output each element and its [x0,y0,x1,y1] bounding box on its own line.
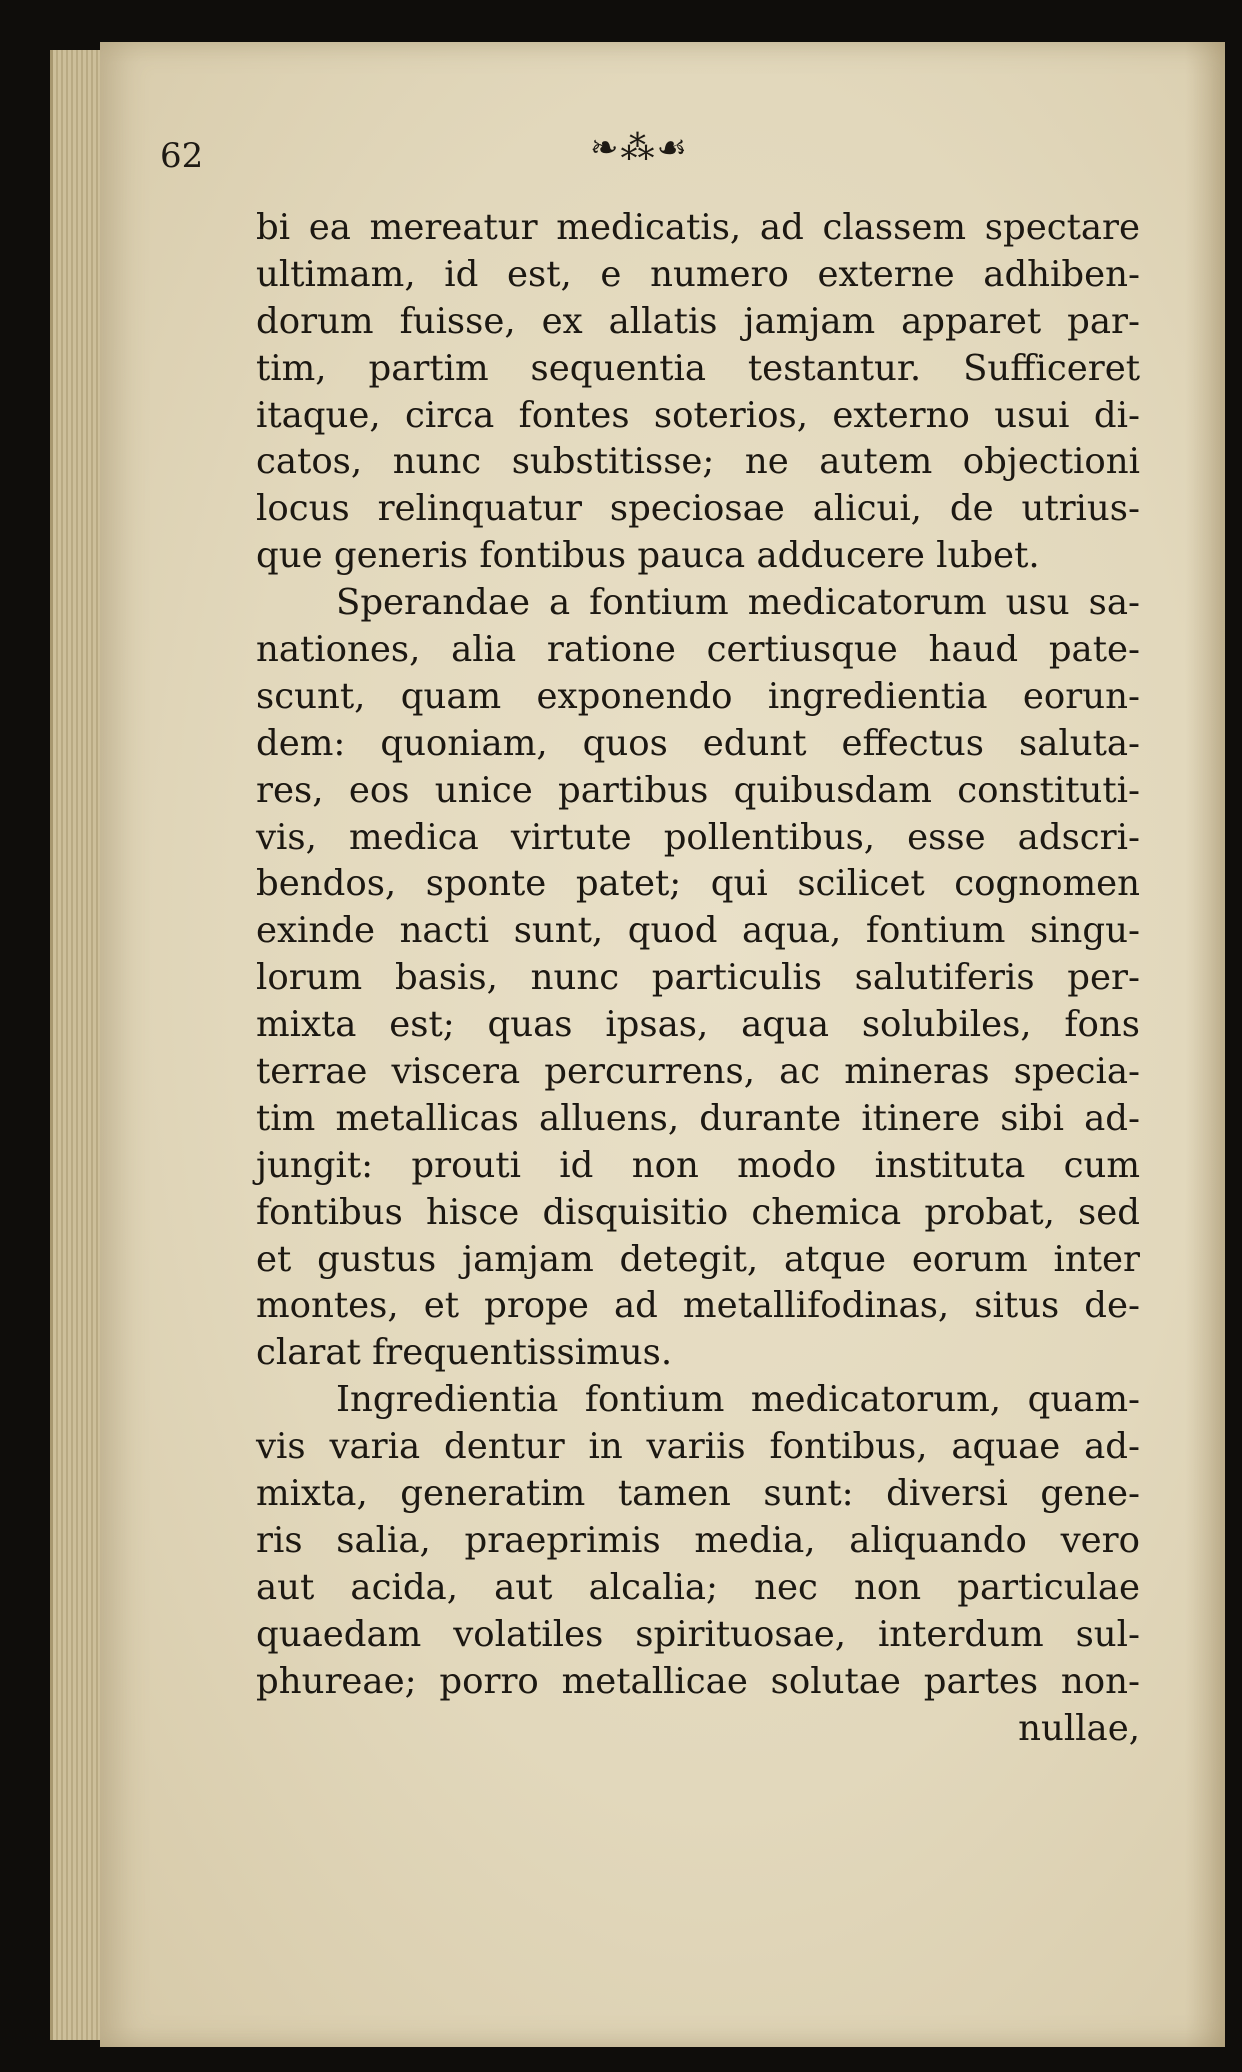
text-line: terrae viscera percurrens, ac mineras specia- [256,1051,1140,1093]
text-line: res, eos unice partibus quibusdam constituti- [256,769,1140,811]
text-line: lorum basis, nunc particulis salutiferis per- [256,957,1140,999]
catchword: nullae, [1018,1707,1140,1749]
text-line: jungit: prouti id non modo instituta cum [256,1144,1140,1186]
text-line: quaedam volatiles spirituosae, interdum sul- [256,1613,1140,1655]
text-line: et gustus jamjam detegit, atque eorum inter [256,1238,1140,1280]
header-ornament-icon: ❧⁂☙ [590,128,689,168]
text-line: catos, nunc substitisse; ne autem objectioni [256,441,1140,483]
text-line: bendos, sponte patet; qui scilicet cognomen [256,863,1140,905]
text-line: aut acida, aut alcalia; nec non particulae [256,1566,1140,1608]
text-line: mixta, generatim tamen sunt: diversi gene- [256,1473,1140,1515]
text-line: Ingredientia fontium medicatorum, quam- [336,1379,1140,1421]
text-line: ris salia, praeprimis media, aliquando vero [256,1519,1140,1561]
text-line: nationes, alia ratione certiusque haud pate- [256,629,1140,671]
text-line: locus relinquatur speciosae alicui, de utrius- [256,488,1140,530]
text-line: vis varia dentur in variis fontibus, aquae ad- [256,1426,1140,1468]
text-line: montes, et prope ad metallifodinas, situs de- [256,1285,1140,1327]
text-line: dem: quoniam, quos edunt effectus saluta- [256,722,1140,764]
text-line: bi ea mereatur medicatis, ad classem spectare [256,207,1140,248]
text-line: tim, partim sequentia testantur. Sufficeret [256,347,1140,389]
text-line: dorum fuisse, ex allatis jamjam apparet par- [256,300,1140,342]
text-line: vis, medica virtute pollentibus, esse adscri- [256,816,1140,858]
text-line: ultimam, id est, e numero externe adhiben- [256,253,1140,295]
text-line: itaque, circa fontes soterios, externo usui di- [256,394,1140,436]
page-number: 62 [160,136,204,176]
text-line: tim metallicas alluens, durante itinere sibi ad- [256,1097,1140,1139]
text-line: exinde nacti sunt, quod aqua, fontium singu- [256,910,1140,952]
text-line: clarat frequentissimus. [256,1332,673,1374]
body-text [256,205,1140,1752]
text-line: Sperandae a fontium medicatorum usu sa- [336,582,1140,624]
text-line: mixta est; quas ipsas, aqua solubiles, fons [256,1004,1140,1046]
text-line: que generis fontibus pauca adducere lubet. [256,535,1040,577]
text-line: scunt, quam exponendo ingredientia eorun- [256,675,1140,717]
running-head [160,128,1060,188]
text-line: phureae; porro metallicae solutae partes non- [256,1660,1140,1702]
text-line: fontibus hisce disquisitio chemica probat, sed [256,1191,1140,1233]
page-gutter-shadow [1185,42,1225,2047]
